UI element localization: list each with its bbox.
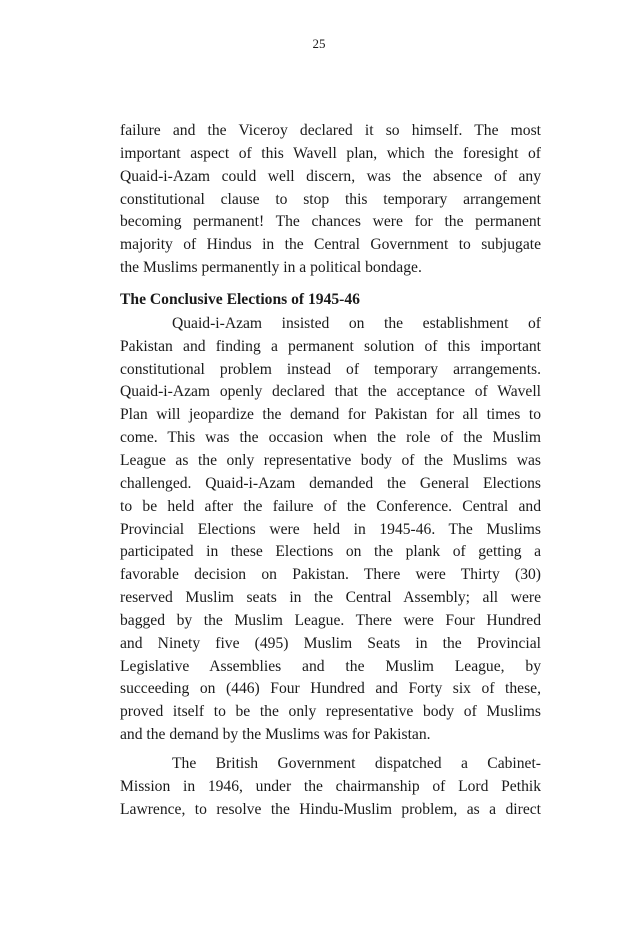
paragraph-cabinet-mission xyxy=(120,753,541,822)
text-line: Lawrence, to resolve the Hindu-Muslim problem, as a direct xyxy=(120,800,541,818)
text-line: important aspect of this Wavell plan, which the foresight of xyxy=(120,144,541,162)
text-line: proved itself to be the only representative body of Muslims xyxy=(120,703,541,721)
text-line: Pakistan and finding a permanent solution of this important xyxy=(120,337,541,355)
page-body xyxy=(120,120,541,821)
text-line: Legislative Assemblies and the Muslim League, by xyxy=(120,657,541,675)
paragraph-elections xyxy=(120,313,541,747)
paragraph-wavell-plan xyxy=(120,120,541,280)
text-line: Quaid-i-Azam openly declared that the acceptance of Wavell xyxy=(120,383,541,401)
text-line: Quaid-i-Azam insisted on the establishment of xyxy=(172,314,541,332)
text-line: Provincial Elections were held in 1945-46. The Muslims xyxy=(120,520,541,538)
text-line: challenged. Quaid-i-Azam demanded the General Elections xyxy=(120,474,541,492)
text-line: succeeding on (446) Four Hundred and Forty six of these, xyxy=(120,680,541,698)
text-line: Mission in 1946, under the chairmanship of Lord Pethik xyxy=(120,777,541,795)
text-line: The British Government dispatched a Cabinet- xyxy=(172,754,541,772)
text-line: majority of Hindus in the Central Government to subjugate xyxy=(120,236,541,254)
text-line: becoming permanent! The chances were for the permanent xyxy=(120,213,541,231)
text-line: reserved Muslim seats in the Central Assembly; all were xyxy=(120,589,541,607)
text-line: favorable decision on Pakistan. There were Thirty (30) xyxy=(120,566,541,584)
text-line: to be held after the failure of the Conference. Central and xyxy=(120,497,541,515)
text-line: and the demand by the Muslims was for Pakistan. xyxy=(120,726,431,744)
text-line: and Ninety five (495) Muslim Seats in the Provincial xyxy=(120,634,541,652)
text-line: failure and the Viceroy declared it so himself. The most xyxy=(120,122,541,139)
text-line: come. This was the occasion when the role of the Muslim xyxy=(120,429,541,447)
text-line: Plan will jeopardize the demand for Pakistan for all times to xyxy=(120,406,541,424)
text-line: bagged by the Muslim League. There were Four Hundred xyxy=(120,611,541,629)
page-number: 25 xyxy=(312,36,326,51)
text-line: Quaid-i-Azam could well discern, was the absence of any xyxy=(120,167,541,185)
text-line: League as the only representative body of the Muslims was xyxy=(120,451,541,469)
text-line: constitutional clause to stop this temporary arrangement xyxy=(120,190,541,208)
text-line: constitutional problem instead of temporary arrangements. xyxy=(120,360,541,378)
text-line: the Muslims permanently in a political bondage. xyxy=(120,259,422,277)
text-line: participated in these Elections on the plank of getting a xyxy=(120,543,541,561)
section-heading: The Conclusive Elections of 1945-46 xyxy=(120,290,360,308)
